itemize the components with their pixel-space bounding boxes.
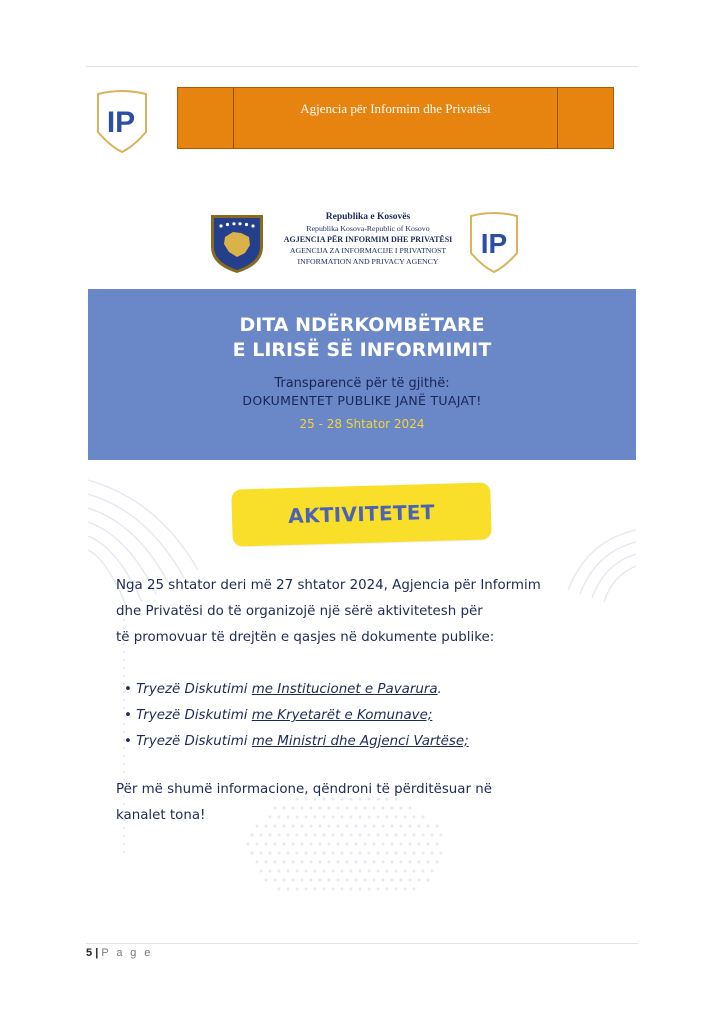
decorative-dot	[301, 861, 304, 864]
decorative-dot	[269, 852, 272, 855]
decorative-dot	[314, 852, 317, 855]
decorative-dot	[310, 879, 313, 882]
decorative-dot	[355, 861, 358, 864]
decorative-dot	[359, 870, 362, 873]
gov-line-3: AGJENCIA PËR INFORMIM DHE PRIVATËSI	[283, 235, 453, 244]
decorative-dot	[400, 843, 403, 846]
decorative-dot	[260, 870, 263, 873]
decorative-dot	[283, 843, 286, 846]
decorative-dot	[341, 852, 344, 855]
header-cell-divider	[233, 88, 234, 148]
decorative-dot	[346, 879, 349, 882]
decorative-dot	[404, 834, 407, 837]
decorative-dot	[332, 834, 335, 837]
decorative-dot	[278, 888, 281, 891]
decorative-dot	[287, 870, 290, 873]
activities-label: AKTIVITETET	[287, 499, 436, 529]
decorative-dot	[247, 843, 250, 846]
decorative-dot	[305, 852, 308, 855]
decorative-dot	[310, 843, 313, 846]
decorative-dot	[391, 879, 394, 882]
page-footer	[86, 947, 153, 959]
ip-logo-letter-i: IP	[106, 106, 136, 139]
activity-link[interactable]: me Kryetarët e Komunave;	[251, 708, 433, 723]
decorative-dot	[332, 852, 335, 855]
activity-tail: .	[437, 682, 442, 697]
decorative-dot	[346, 843, 349, 846]
decorative-dot	[283, 879, 286, 882]
decorative-dot	[436, 861, 439, 864]
decorative-dot	[382, 879, 385, 882]
footer-separator: |	[95, 947, 99, 959]
decorative-dot	[418, 843, 421, 846]
decorative-dot	[287, 834, 290, 837]
activity-lead: Tryezë Diskutimi	[136, 734, 248, 749]
decorative-dot	[364, 861, 367, 864]
banner-motto: DOKUMENTET PUBLIKE JANË TUAJAT!	[242, 393, 482, 408]
decorative-dot	[260, 852, 263, 855]
decorative-dot	[346, 861, 349, 864]
decorative-dot	[296, 870, 299, 873]
decorative-dot	[323, 888, 326, 891]
decorative-dot	[350, 870, 353, 873]
decorative-dot	[413, 888, 416, 891]
decorative-dot	[368, 870, 371, 873]
decorative-dot	[431, 834, 434, 837]
decorative-dot	[350, 888, 353, 891]
decorative-dot	[274, 861, 277, 864]
decorative-dot	[323, 852, 326, 855]
decorative-dot	[328, 879, 331, 882]
decorative-dot	[409, 843, 412, 846]
banner-title-line-1: DITA NDËRKOMBËTARE	[239, 314, 485, 336]
decorative-dot	[283, 861, 286, 864]
header-cell-divider	[557, 88, 558, 148]
decorative-dot	[413, 870, 416, 873]
decorative-dot	[359, 834, 362, 837]
decorative-dot	[123, 763, 125, 765]
gov-line-5: INFORMATION AND PRIVACY AGENCY	[297, 257, 439, 266]
decorative-dot	[301, 843, 304, 846]
activity-link[interactable]: me Institucionet e Pavarura	[251, 682, 438, 697]
decorative-dot	[341, 834, 344, 837]
decorative-dot	[265, 861, 268, 864]
decorative-dot	[427, 879, 430, 882]
intro-line: Nga 25 shtator deri më 27 shtator 2024, Agjencia për Informim	[116, 578, 541, 593]
list-item	[124, 677, 624, 703]
decorative-dot	[373, 843, 376, 846]
decorative-dot	[337, 843, 340, 846]
decorative-dot	[292, 843, 295, 846]
decorative-dot	[422, 834, 425, 837]
activities-badge	[231, 482, 491, 546]
decorative-dot	[274, 843, 277, 846]
svg-text:IP	[107, 106, 135, 139]
decorative-dot	[440, 852, 443, 855]
decorative-dot	[400, 861, 403, 864]
decorative-dot	[256, 843, 259, 846]
decorative-dot	[323, 834, 326, 837]
decorative-dot	[123, 659, 125, 661]
decorative-dot	[377, 852, 380, 855]
ip-logo-icon	[94, 88, 150, 154]
intro-line: dhe Privatësi do të organizojë një sërë aktivitetesh për	[116, 604, 483, 619]
decorative-dot	[418, 861, 421, 864]
page-number: 5	[86, 947, 93, 959]
decorative-dot	[301, 879, 304, 882]
decorative-dot	[386, 852, 389, 855]
outro-line: kanalet tona!	[116, 808, 206, 823]
decorative-dot	[391, 861, 394, 864]
decorative-dot	[427, 861, 430, 864]
decorative-dot	[305, 834, 308, 837]
gov-line-4: AGENCIJA ZA INFORMACIJE I PRIVATNOST	[289, 246, 447, 255]
decorative-dot	[251, 852, 254, 855]
decorative-dot	[296, 852, 299, 855]
banner-title-line-2: E LIRISË SË INFORMIMIT	[232, 339, 492, 361]
decorative-dot	[305, 888, 308, 891]
decorative-dot	[436, 843, 439, 846]
decorative-dot	[404, 870, 407, 873]
decorative-dot	[296, 888, 299, 891]
decorative-dot	[377, 888, 380, 891]
activity-link[interactable]: me Ministri dhe Agjenci Vartëse;	[251, 734, 469, 749]
decorative-dot	[373, 861, 376, 864]
banner-dates: 25 - 28 Shtator 2024	[299, 417, 425, 431]
bullet-icon: •	[124, 682, 132, 697]
decorative-dot	[292, 861, 295, 864]
kosovo-emblem-icon	[207, 211, 267, 275]
outro-paragraph	[116, 777, 626, 829]
gov-line-1: Republika e Kosovës	[325, 212, 411, 222]
government-heading	[270, 212, 466, 267]
header-rule	[86, 66, 638, 67]
decorative-dot	[409, 879, 412, 882]
decorative-dot	[386, 888, 389, 891]
decorative-dot	[368, 834, 371, 837]
decorative-dot	[395, 870, 398, 873]
decorative-dot	[341, 870, 344, 873]
decorative-dot	[395, 834, 398, 837]
ip-logo-text: IP	[480, 228, 508, 259]
intro-paragraph	[116, 573, 626, 651]
event-banner	[88, 289, 636, 460]
decorative-dot	[395, 888, 398, 891]
decorative-dot	[373, 879, 376, 882]
decorative-dot	[350, 834, 353, 837]
decorative-dot	[123, 667, 125, 669]
decorative-dot	[256, 861, 259, 864]
decorative-dot	[377, 834, 380, 837]
agency-header-box	[177, 87, 614, 149]
decorative-dot	[123, 851, 125, 853]
decorative-dot	[440, 834, 443, 837]
decorative-dot	[368, 852, 371, 855]
decorative-dot	[337, 879, 340, 882]
decorative-dot	[422, 870, 425, 873]
decorative-dot	[287, 852, 290, 855]
decorative-dot	[368, 888, 371, 891]
decorative-dot	[332, 870, 335, 873]
decorative-dot	[287, 888, 290, 891]
decorative-dot	[323, 870, 326, 873]
intro-line: të promovuar të drejtën e qasjes në dokumente publike:	[116, 630, 495, 645]
list-item	[124, 729, 624, 755]
decorative-dot	[265, 879, 268, 882]
decorative-dot	[431, 870, 434, 873]
ip-logo-icon	[468, 210, 520, 274]
decorative-dot	[123, 755, 125, 757]
decorative-dot	[260, 834, 263, 837]
decorative-dot	[377, 870, 380, 873]
decorative-dot	[278, 870, 281, 873]
decorative-dot	[269, 834, 272, 837]
decorative-dot	[359, 888, 362, 891]
decorative-dot	[319, 861, 322, 864]
activity-lead: Tryezë Diskutimi	[136, 682, 248, 697]
decorative-dot	[123, 651, 125, 653]
outro-line: Për më shumë informacione, qëndroni të përditësuar në	[116, 782, 492, 797]
decorative-dot	[328, 861, 331, 864]
decorative-dot	[386, 834, 389, 837]
gov-line-2: Republika Kosova-Republic of Kosovo	[306, 224, 430, 233]
decorative-dot	[292, 879, 295, 882]
decorative-dot	[395, 852, 398, 855]
page-word: P a g e	[101, 947, 153, 959]
decorative-dot	[427, 843, 430, 846]
activities-list	[124, 677, 624, 755]
decorative-dot	[404, 888, 407, 891]
decorative-dot	[305, 870, 308, 873]
decorative-dot	[364, 879, 367, 882]
decorative-dot	[123, 843, 125, 845]
decorative-dot	[269, 870, 272, 873]
decorative-dot	[391, 843, 394, 846]
decorative-dot	[123, 835, 125, 837]
decorative-dot	[431, 852, 434, 855]
decorative-dot	[364, 843, 367, 846]
decorative-dot	[418, 879, 421, 882]
decorative-dot	[382, 843, 385, 846]
decorative-dot	[422, 852, 425, 855]
decorative-dot	[278, 834, 281, 837]
decorative-dot	[123, 771, 125, 773]
decorative-dot	[332, 888, 335, 891]
decorative-dot	[413, 852, 416, 855]
activity-lead: Tryezë Diskutimi	[136, 708, 248, 723]
decorative-dot	[328, 843, 331, 846]
decorative-dot	[355, 879, 358, 882]
decorative-dot	[386, 870, 389, 873]
decorative-dot	[350, 852, 353, 855]
footer-rule	[86, 943, 638, 944]
decorative-dot	[382, 861, 385, 864]
decorative-dot	[314, 834, 317, 837]
decorative-dot	[359, 852, 362, 855]
list-item	[124, 703, 624, 729]
decorative-dot	[341, 888, 344, 891]
decorative-dot	[319, 879, 322, 882]
decorative-dot	[296, 834, 299, 837]
decorative-dot	[319, 843, 322, 846]
banner-subtitle: Transparencë për të gjithë:	[274, 376, 450, 391]
bullet-icon: •	[124, 708, 132, 723]
decorative-dot	[314, 888, 317, 891]
decorative-dot	[413, 834, 416, 837]
decorative-dot	[409, 861, 412, 864]
decorative-dot	[278, 852, 281, 855]
decorative-dot	[337, 861, 340, 864]
decorative-dot	[274, 879, 277, 882]
decorative-dot	[310, 861, 313, 864]
decorative-dot	[314, 870, 317, 873]
banner-title	[88, 313, 636, 363]
decorative-dot	[251, 834, 254, 837]
decorative-dot	[265, 843, 268, 846]
decorative-dot	[355, 843, 358, 846]
bullet-icon: •	[124, 734, 132, 749]
decorative-dot	[404, 852, 407, 855]
decorative-dot	[400, 879, 403, 882]
agency-title: Agjencia për Informim dhe Privatësi	[300, 101, 491, 116]
